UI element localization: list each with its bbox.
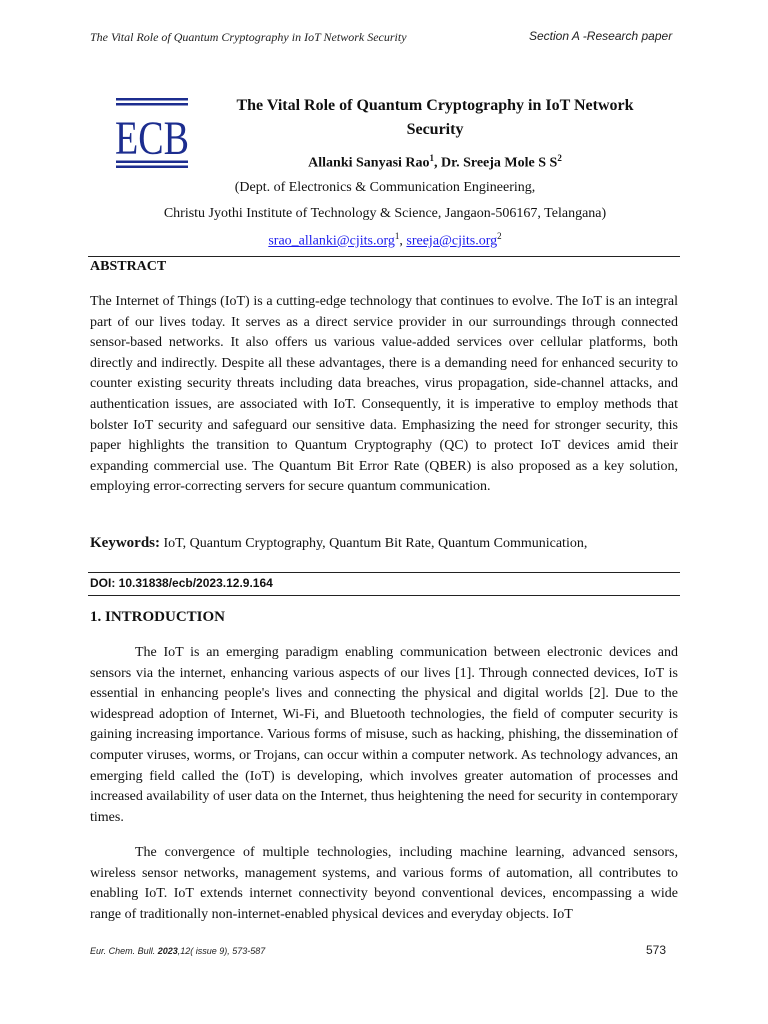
- affiliation-dept: (Dept. of Electronics & Communication Engineering,: [234, 180, 536, 195]
- section-heading-introduction: 1. INTRODUCTION: [90, 609, 226, 625]
- footer-journal: Eur. Chem. Bull.: [90, 946, 158, 956]
- author-2: Dr. Sreeja Mole S S: [441, 155, 558, 171]
- affiliation-institute: Christu Jyothi Institute of Technology & Science, Jangaon-506167, Telangana): [163, 206, 607, 221]
- abstract-text: [90, 292, 678, 498]
- paper-title: The Vital Role of Quantum Cryptography in IoT Network Security: [236, 97, 634, 138]
- rule-doi-top: [88, 572, 680, 573]
- footer-issue: ,12( issue 9), 573-587: [177, 946, 266, 956]
- intro-paragraph-2-block: [90, 843, 678, 925]
- abstract-heading: ABSTRACT: [90, 259, 167, 274]
- author-2-sup: 2: [557, 153, 562, 163]
- footer-year: 2023: [157, 946, 178, 956]
- doi: DOI: 10.31838/ecb/2023.12.9.164: [90, 576, 273, 590]
- author-1-sup: 1: [429, 153, 435, 163]
- page-number: 573: [646, 943, 667, 957]
- authors: [210, 153, 660, 172]
- email-link-1[interactable]: srao_allanki@cjits.org: [268, 233, 395, 249]
- intro-paragraph-1-block: [90, 643, 678, 828]
- author-1: Allanki Sanyasi Rao: [308, 155, 430, 171]
- rule-doi-bottom: [88, 595, 680, 596]
- keywords-label: Keywords:: [90, 535, 160, 551]
- journal-logo: [112, 96, 192, 170]
- email-separator: ,: [399, 233, 407, 249]
- rule-top: [88, 256, 680, 257]
- footer-citation: [90, 946, 265, 956]
- keywords-text: IoT, Quantum Cryptography, Quantum Bit Rate, Quantum Communication,: [160, 536, 588, 551]
- email-1-sup: 1: [394, 231, 400, 241]
- email-2-sup: 2: [497, 231, 502, 241]
- keywords: [90, 535, 587, 552]
- author-emails: [90, 231, 680, 250]
- intro-paragraph-2: The convergence of multiple technologies, including machine learning, advanced sensors, wireless sensor networks, management systems, and various forms of automation, all contributes to enabling IoT. IoT extends internet connectivity beyond conventional devices, encompassing a wide range of traditionally non-internet-enabled physical devices and everyday objects. IoT: [90, 845, 678, 922]
- intro-paragraph-1: The IoT is an emerging paradigm enabling communication between electronic devices and sensors via the internet, enhancing various aspects of our lives [1]. Through connected devices, IoT is essential in enhancing people's lives and connecting the physical and digital worlds [2]. Due to the widespread adoption of Internet, Wi-Fi, and Bluetooth technologies, the field of computer security is gaining increasing importance. Various forms of misuse, such as hacking, phishing, the dissemination of computer viruses, worms, or Trojans, can occur within a computer network. As technology advances, an emerging field called the (IoT) is developing, which involves greater automation of processes and increased availability of user data on the Internet, thus heightening the need for security in contemporary times.: [90, 645, 678, 825]
- abstract-paragraph: The Internet of Things (IoT) is a cutting-edge technology that continues to evolve. The IoT is an integral part of our lives today. It serves as a direct service provider in our surroundings through connected sensor-based networks. It also offers us various value-added services over cellular platforms, both directly and indirectly. Despite all these advantages, there is a demanding need for enhanced security to counter existing security threats including data breaches, virus propagation, side-channel attacks, and authentication issues, are associated with IoT. Consequently, it is imperative to employ methods that bolster IoT security and safeguard our sensitive data. Emphasizing the need for stronger security, this paper highlights the transition to Quantum Cryptography (QC) to protect IoT devices amid their expanding commercial use. The Quantum Bit Error Rate (QBER) is also proposed as a key solution, employing error-correcting servers for secure quantum communication.: [90, 294, 678, 495]
- email-link-2[interactable]: sreeja@cjits.org: [406, 233, 498, 249]
- running-title: The Vital Role of Quantum Cryptography in IoT Network Security: [90, 30, 407, 44]
- logo-text: ECB: [115, 112, 189, 165]
- author-separator: ,: [434, 155, 442, 171]
- section-label: Section A -Research paper: [529, 29, 673, 43]
